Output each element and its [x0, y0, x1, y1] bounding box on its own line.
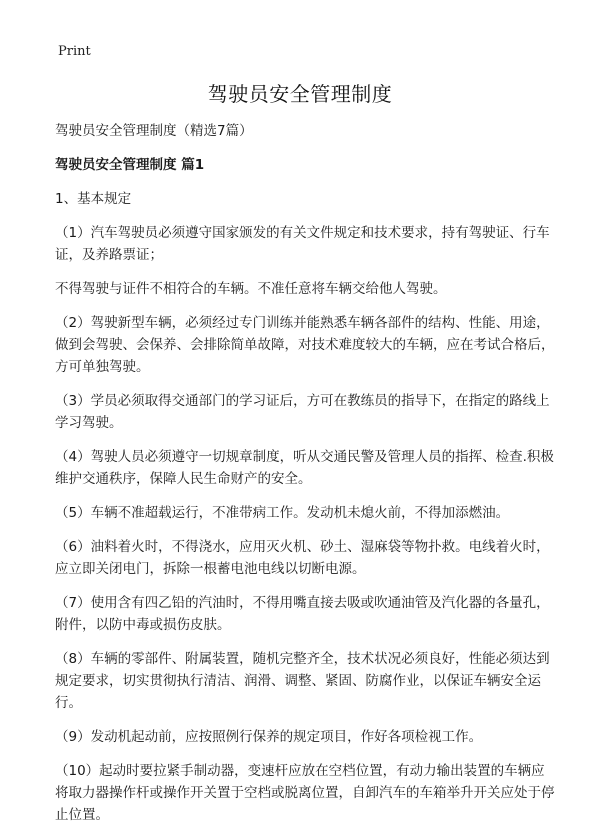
- paragraph: （10）起动时要拉紧手制动器，变速杆应放在空档位置，有动力输出装置的车辆应将取力器操作杆或操作开关置于空档或脱离位置，自卸汽车的车箱举升开关应处于停止位置。: [55, 763, 555, 823]
- document-subtitle: 驾驶员安全管理制度（精选7篇）: [55, 123, 253, 139]
- paragraph: （2）驾驶新型车辆，必须经过专门训练并能熟悉车辆各部件的结构、性能、用途，做到会驾驶、会保养、会排除简单故障，对技术难度较大的车辆，应在考试合格后，方可单独驾驶。: [55, 315, 555, 375]
- paragraph: （7）使用含有四乙铅的汽油时，不得用嘴直接去吸或吹通油管及汽化器的各量孔，附件，以防中毒或损伤皮肤。: [55, 595, 550, 633]
- document-body: [55, 120, 555, 838]
- paragraph: （5）车辆不准超载运行，不准带病工作。发动机未熄火前，不得加添燃油。: [55, 505, 510, 521]
- paragraph: （3）学员必须取得交通部门的学习证后，方可在教练员的指导下，在指定的路线上学习驾驶。: [55, 393, 550, 431]
- paragraph: （8）车辆的零部件、附属装置，随机完整齐全，技术状况必须良好，性能必须达到规定要求，切实贯彻执行清洁、润滑、调整、紧固、防腐作业，以保证车辆安全运行。: [55, 651, 550, 711]
- print-link[interactable]: Print: [58, 44, 91, 59]
- document-title: 驾驶员安全管理制度: [207, 82, 393, 106]
- paragraph: 1、基本规定: [55, 191, 132, 207]
- paragraph: （6）油料着火时，不得浇水，应用灭火机、砂土、湿麻袋等物扑救。电线着火时，应立即关闭电门，拆除一根蓄电池电线以切断电源。: [55, 539, 550, 577]
- section-title: 驾驶员安全管理制度 篇1: [55, 157, 205, 173]
- paragraph: （1）汽车驾驶员必须遵守国家颁发的有关文件规定和技术要求，持有驾驶证、行车证，及养路票证；: [55, 225, 550, 263]
- paragraph: （4）驾驶人员必须遵守一切规章制度，听从交通民警及管理人员的指挥、检查.积极维护交通秩序，保障人民生命财产的安全。: [55, 449, 554, 487]
- paragraph: （9）发动机起动前，应按照例行保养的规定项目，作好各项检视工作。: [55, 729, 483, 745]
- paragraph: 不得驾驶与证件不相符合的车辆。不准任意将车辆交给他人驾驶。: [55, 281, 447, 297]
